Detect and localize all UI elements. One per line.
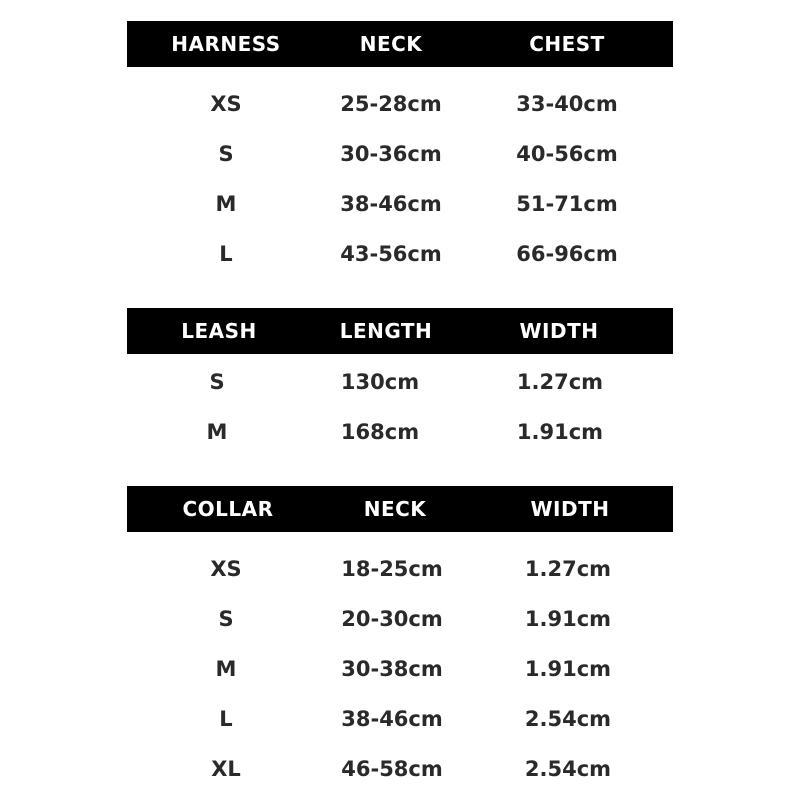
neck-cell: 30-36cm: [340, 142, 442, 166]
size-cell: S: [209, 370, 225, 394]
chest-cell: 33-40cm: [516, 92, 618, 116]
width-cell: 1.91cm: [524, 657, 612, 681]
width-cell: 1.27cm: [516, 370, 604, 394]
neck-cell: 25-28cm: [340, 92, 442, 116]
table-row: [127, 594, 673, 644]
width-cell: 2.54cm: [524, 757, 612, 781]
neck-cell: 38-46cm: [341, 707, 443, 731]
collar-header-width: WIDTH: [530, 497, 610, 521]
collar-size-table: [127, 486, 673, 794]
leash-header-width: WIDTH: [519, 319, 599, 343]
table-row: [127, 79, 673, 129]
size-cell: XS: [210, 557, 242, 581]
table-row: [127, 744, 673, 794]
width-cell: 1.91cm: [516, 420, 604, 444]
table-row: [127, 407, 673, 457]
leash-header-length: LENGTH: [339, 319, 433, 343]
size-cell: M: [206, 420, 228, 444]
table-row: [127, 129, 673, 179]
table-row: [127, 357, 673, 407]
leash-table-header: [127, 308, 673, 354]
table-row: [127, 544, 673, 594]
size-cell: S: [218, 142, 234, 166]
width-cell: 1.91cm: [524, 607, 612, 631]
table-row: [127, 229, 673, 279]
size-cell: M: [215, 657, 237, 681]
collar-header-neck: NECK: [363, 497, 427, 521]
chest-cell: 66-96cm: [516, 242, 618, 266]
size-cell: M: [215, 192, 237, 216]
neck-cell: 43-56cm: [340, 242, 442, 266]
collar-header-size: COLLAR: [182, 497, 274, 521]
length-cell: 168cm: [340, 420, 420, 444]
size-cell: XS: [210, 92, 242, 116]
size-cell: XL: [211, 757, 241, 781]
width-cell: 1.27cm: [524, 557, 612, 581]
table-row: [127, 179, 673, 229]
harness-header-size: HARNESS: [171, 32, 281, 56]
table-row: [127, 694, 673, 744]
leash-size-table: [127, 308, 673, 457]
neck-cell: 20-30cm: [341, 607, 443, 631]
neck-cell: 46-58cm: [341, 757, 443, 781]
chest-cell: 40-56cm: [516, 142, 618, 166]
harness-header-neck: NECK: [359, 32, 423, 56]
neck-cell: 18-25cm: [341, 557, 443, 581]
size-cell: L: [219, 242, 233, 266]
neck-cell: 30-38cm: [341, 657, 443, 681]
neck-cell: 38-46cm: [340, 192, 442, 216]
collar-table-header: [127, 486, 673, 532]
leash-header-size: LEASH: [181, 319, 257, 343]
size-cell: L: [219, 707, 233, 731]
size-cell: S: [218, 607, 234, 631]
harness-size-table: [127, 21, 673, 279]
length-cell: 130cm: [340, 370, 420, 394]
width-cell: 2.54cm: [524, 707, 612, 731]
table-row: [127, 644, 673, 694]
harness-table-header: [127, 21, 673, 67]
chest-cell: 51-71cm: [516, 192, 618, 216]
harness-header-chest: CHEST: [529, 32, 605, 56]
